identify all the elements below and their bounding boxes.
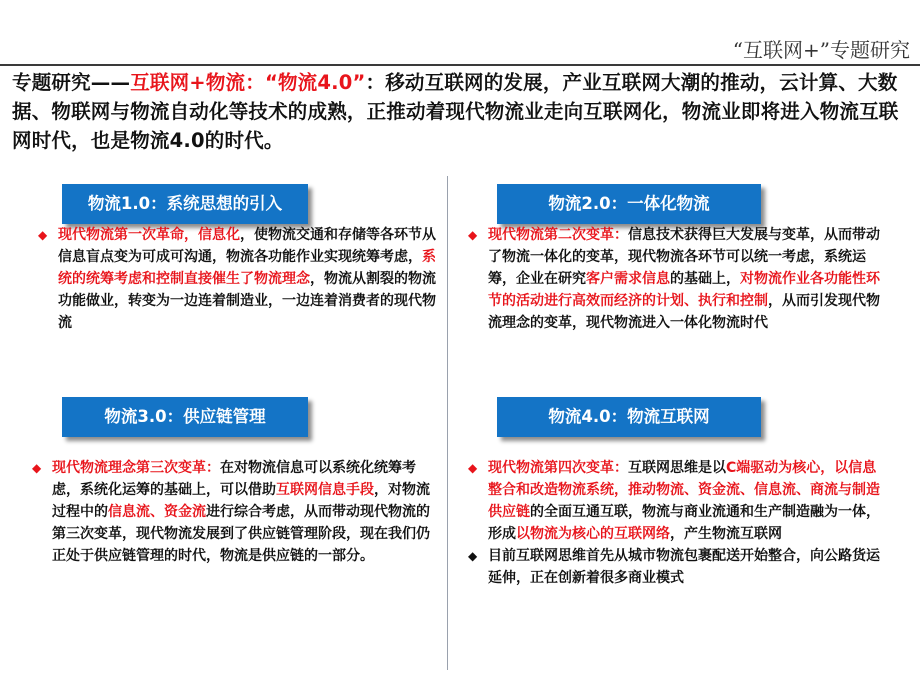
diamond-bullet-icon: ◆ [468,228,478,242]
bullet-item [30,457,438,567]
body-text: ，对物流过程中的 [52,482,430,520]
body-text: 在对物流信息可以系统化统筹考虑，系统化运筹的基础上，可以借助 [52,460,416,498]
diamond-bullet-icon: ◆ [32,461,42,475]
highlight-text: 现代物流第四次变革： [488,460,628,476]
highlight-text: 系统的统筹考虑和控制直接催生了物流理念 [58,249,436,287]
body-text: 的基础上， [670,271,740,287]
highlight-text: 现代物流理念第三次变革： [52,460,220,476]
bullet-item [466,545,880,589]
section-title-logistics-1: 物流1.0：系统思想的引入 [62,184,308,224]
highlight-text: 现代物流第一次革命，信息化 [58,227,240,243]
bullet-item [36,224,436,334]
body-text: ，使物流交通和存储等各环节从信息盲点变为可成可沟通，物流各功能作业实现统筹考虑， [58,227,436,265]
intro-prefix: 专题研究—— [12,71,131,94]
body-text: ，物流从割裂的物流功能做业，转变为一边连着制造业，一边连着消费者的现代物流 [58,271,436,331]
center-divider [447,176,448,670]
body-text: 目前互联网思维首先从城市物流包裹配送开始整合，向公路货运延伸，正在创新着很多商业模式 [488,548,880,586]
body-text: ，产生物流互联网 [670,526,782,542]
section-title-logistics-3: 物流3.0：供应链管理 [62,397,308,437]
intro-rest: ：移动互联网的发展，产业互联网大潮的推动，云计算、大数据、物联网与物流自动化等技术的成熟，正推动着现代物流业走向互联网化，物流业即将进入物流互联网时代，也是物流4.0的时代。 [12,71,899,152]
diamond-bullet-icon: ◆ [38,228,48,242]
section-body-logistics-1 [36,224,436,334]
section-body-logistics-4 [466,457,880,589]
diamond-bullet-icon: ◆ [468,549,478,563]
highlight-text: 现代物流第二次变革： [488,227,628,243]
highlight-text: 互联网信息手段 [276,482,374,498]
highlight-text: 以物流为核心的互联网络 [516,526,670,542]
section-title-logistics-2: 物流2.0：一体化物流 [497,184,761,224]
highlight-text: 客户需求信息 [586,271,670,287]
section-title-logistics-4: 物流4.0：物流互联网 [497,397,761,437]
intro-highlight: 互联网+物流：“物流4.0” [130,71,366,94]
diamond-bullet-icon: ◆ [468,461,478,475]
body-text: 进行综合考虑，从而带动现代物流的第三次变革，现代物流发展到了供应链管理阶段，现在我们仍正处于供应链管理的时代，物流是供应链的一部分。 [52,504,430,564]
bullet-item [466,457,880,545]
bullet-item [466,224,880,334]
intro-paragraph [12,68,910,155]
body-text: ，从而引发现代物流理念的变革，现代物流进入一体化物流时代 [488,293,880,331]
header-divider [0,64,920,66]
body-text: 的全面互通互联，物流与商业流通和生产制造融为一体，形成 [488,504,880,542]
section-body-logistics-2 [466,224,880,334]
section-body-logistics-3 [30,457,438,567]
highlight-text: 信息流、资金流 [108,504,206,520]
highlight-text: C端驱动为核心，以信息整合和改造物流系统，推动物流、资金流、信息流、商流与制造供应链 [488,460,880,520]
header-title: “互联网+”专题研究 [732,38,910,62]
body-text: 互联网思维是以 [628,460,726,476]
body-text: 信息技术获得巨大发展与变革，从而带动了物流一体化的变革，现代物流各环节可以统一考虑，系统运筹，企业在研究 [488,227,880,287]
highlight-text: 对物流作业各功能性环节的活动进行高效而经济的计划、执行和控制 [488,271,880,309]
